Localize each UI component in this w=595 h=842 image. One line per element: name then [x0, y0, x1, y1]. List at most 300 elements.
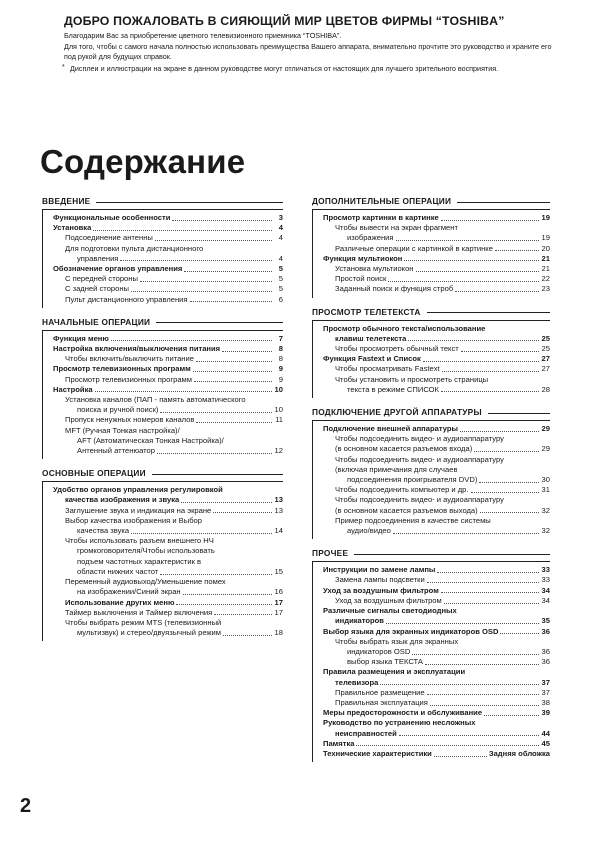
toc-entry-text: подсоединения проигрывателя DVD): [347, 475, 478, 485]
toc-entry: [323, 616, 550, 626]
toc-entry: [323, 586, 550, 596]
toc-entry-text: неисправностей: [335, 728, 397, 738]
toc-entry: [323, 444, 550, 454]
welcome-block: [64, 14, 564, 74]
toc-entry-text: поиска и ручной поиск): [77, 405, 159, 415]
toc-entry-text: Руководство по устранению несложных: [323, 718, 476, 728]
toc-entry-text: Выбор языка для экранных индикаторов OSD: [323, 626, 499, 636]
toc-entry-text: Пульт дистанционного управления: [65, 294, 188, 304]
toc-entry-text: Подсоединение антенны: [65, 233, 153, 243]
dot-leader: [380, 684, 539, 685]
toc-right-column: [312, 196, 550, 771]
dot-leader: [196, 361, 272, 362]
toc-entry: [323, 729, 550, 739]
toc-entry: [323, 354, 550, 364]
toc-entry: [323, 526, 550, 536]
toc-entry-text: Просмотр обычного текста/использование: [323, 323, 486, 333]
toc-entry-text: Пример подсоединения в качестве системы: [335, 515, 491, 525]
toc-entry-text: Функция Fastext и Список: [323, 354, 421, 364]
toc-entry-page: 32: [541, 505, 550, 515]
contents-title: Содержание: [40, 143, 246, 180]
toc-entry: [323, 364, 550, 374]
toc-entry: [53, 364, 283, 374]
toc-entry-text: Чтобы подсоединить видео- и аудиоаппаратуру: [335, 454, 504, 464]
dot-leader: [388, 281, 539, 282]
toc-entry: [53, 254, 283, 264]
dot-leader: [425, 664, 539, 665]
toc-entry: [53, 213, 283, 223]
toc-entry: [323, 749, 550, 759]
toc-entry-text: Настройка включения/выключения питания: [53, 344, 221, 354]
section-title: ПОДКЛЮЧЕНИЕ ДРУГОЙ АППАРАТУРЫ: [312, 407, 482, 418]
section-title: ПРОСМОТР ТЕЛЕТЕКСТА: [312, 306, 421, 317]
section-rule: [488, 413, 550, 414]
toc-entry: [53, 446, 283, 456]
toc-entry-page: 28: [541, 384, 550, 394]
toc-entry: [323, 495, 550, 505]
dot-leader: [474, 451, 539, 452]
dot-leader: [223, 635, 272, 636]
toc-entry-page: 32: [541, 526, 550, 536]
toc-entry-page: 19: [541, 213, 550, 222]
section-entries: [42, 481, 283, 641]
toc-entry-text: С передней стороны: [65, 274, 138, 284]
dot-leader: [214, 614, 272, 615]
toc-entry-text: индикаторов OSD: [347, 646, 411, 656]
toc-entry-text: Чтобы включить/выключить питание: [65, 354, 194, 364]
toc-entry-text: телевизора: [335, 677, 379, 687]
toc-entry-text: Чтобы подсоединить компьютер и др.: [335, 485, 469, 495]
toc-entry: [323, 324, 550, 334]
toc-entry-page: 23: [541, 284, 550, 294]
toc-entry: [323, 506, 550, 516]
dot-leader: [412, 654, 539, 655]
dot-leader: [386, 623, 539, 624]
welcome-paragraph-1: Благодарим Вас за приобретение цветного телевизионного приемника “TOSHIBA”.: [64, 31, 342, 40]
toc-entry-text: Функция меню: [53, 333, 109, 343]
toc-entry: [323, 434, 550, 444]
toc-entry-text: Установка: [53, 223, 92, 233]
toc-entry: [53, 295, 283, 305]
dot-leader: [434, 756, 487, 757]
toc-entry-page: 19: [541, 233, 550, 243]
note-asterisk: *: [62, 63, 65, 71]
section-rule: [354, 554, 550, 555]
toc-entry-page: 38: [541, 697, 550, 707]
dot-leader: [396, 240, 539, 241]
toc-entry-text: Пропуск ненужных номеров каналов: [65, 415, 195, 425]
toc-entry-page: 13: [274, 495, 283, 505]
toc-entry: [323, 678, 550, 688]
dot-leader: [460, 431, 539, 432]
toc-entry: [323, 344, 550, 354]
section-heading: [312, 307, 550, 318]
toc-entry-text: области нижних частот: [77, 566, 159, 576]
dot-leader: [183, 594, 272, 595]
section-title: НАЧАЛЬНЫЕ ОПЕРАЦИИ: [42, 316, 151, 327]
toc-entry-page: 25: [541, 333, 550, 343]
dot-leader: [93, 230, 272, 231]
dot-leader: [140, 281, 272, 282]
dot-leader: [427, 694, 539, 695]
dot-leader: [484, 715, 539, 716]
toc-entry-page: 10: [274, 384, 283, 394]
toc-entry: [323, 575, 550, 585]
toc-entry-text: Чтобы подсоединить видео- и аудиоаппаратуру: [335, 495, 504, 505]
toc-entry-page: 27: [541, 364, 550, 374]
section-rule: [152, 474, 283, 475]
dot-leader: [495, 250, 539, 251]
toc-entry-page: 7: [278, 333, 283, 343]
dot-leader: [111, 340, 272, 341]
toc-entry: [53, 344, 283, 354]
toc-entry: [53, 557, 283, 567]
toc-entry: [53, 436, 283, 446]
toc-entry-page: 33: [541, 565, 550, 575]
section-title: ОСНОВНЫЕ ОПЕРАЦИИ: [42, 468, 146, 479]
toc-entry-text: громкоговорителя/Чтобы использовать: [77, 546, 215, 556]
toc-entry-page: 27: [541, 354, 550, 364]
toc-entry: [53, 223, 283, 233]
toc-entry: [323, 244, 550, 254]
toc-entry: [323, 213, 550, 223]
section-entries: [42, 209, 283, 308]
toc-entry-text: Антенный аттенюатор: [77, 446, 156, 456]
toc-entry-text: (в основном касается разъемов входа): [335, 444, 473, 454]
toc-entry-page: 36: [541, 657, 550, 667]
dot-leader: [157, 453, 272, 454]
dot-leader: [190, 301, 272, 302]
toc-entry: [53, 284, 283, 294]
toc-entry-text: Установка мультиокон: [335, 264, 414, 274]
toc-entry: [53, 264, 283, 274]
dot-leader: [442, 371, 539, 372]
toc-entry: [53, 426, 283, 436]
toc-entry-text: Памятка: [323, 738, 355, 748]
toc-entry-page: 13: [274, 505, 283, 515]
toc-entry-text: Чтобы вывести на экран фрагмент: [335, 223, 458, 233]
toc-entry-page: 29: [541, 444, 550, 454]
toc-entry-text: Правильная эксплуатация: [335, 697, 428, 707]
toc-entry: [53, 618, 283, 628]
toc-entry-text: Для подготовки пульта дистанционного: [65, 243, 204, 253]
dot-leader: [408, 340, 539, 341]
toc-entry-text: MFT (Ручная Тонкая настройка)/: [65, 425, 180, 435]
toc-entry-page: 29: [541, 424, 550, 434]
toc-entry-page: 25: [541, 344, 550, 354]
dot-leader: [500, 633, 539, 634]
toc-entry-page: 30: [541, 475, 550, 485]
toc-entry-page: 12: [274, 446, 283, 456]
toc-entry-page: 21: [541, 264, 550, 274]
toc-entry: [323, 739, 550, 749]
toc-entry-text: Чтобы просматривать Fastext: [335, 364, 440, 374]
toc-entry-page: 4: [278, 253, 283, 263]
toc-entry-text: на изображении/Синий экран: [77, 587, 181, 597]
toc-entry-page: 11: [275, 415, 283, 425]
toc-entry-text: Уход за воздушным фильтром: [335, 595, 442, 605]
toc-entry-page: 36: [541, 626, 550, 636]
toc-entry-page: 9: [278, 364, 283, 374]
toc-entry: [323, 637, 550, 647]
toc-entry-text: Технические характеристики: [323, 748, 432, 758]
toc-entry-page: 5: [278, 264, 283, 274]
dot-leader: [160, 574, 272, 575]
toc-entry: [53, 354, 283, 364]
toc-entry: [53, 587, 283, 597]
toc-entry: [53, 536, 283, 546]
toc-entry-text: Просмотр телевизионных программ: [53, 364, 191, 374]
toc-entry: [53, 274, 283, 284]
section-entries: [312, 561, 550, 762]
dot-leader: [193, 371, 272, 372]
toc-entry-text: Заданный поиск и функция строб: [335, 284, 454, 294]
toc-entry: [53, 395, 283, 405]
toc-entry-text: Удобство органов управления регулировкой: [53, 485, 223, 495]
toc-entry: [323, 606, 550, 616]
toc-entry-text: Подключение внешней аппаратуры: [323, 424, 458, 434]
toc-entry-page: 34: [541, 585, 550, 595]
dot-leader: [184, 271, 272, 272]
dot-leader: [181, 502, 272, 503]
section-entries: [312, 209, 550, 298]
toc-entry: [53, 495, 283, 505]
toc-entry: [53, 608, 283, 618]
toc-entry-text: Настройка: [53, 384, 93, 394]
section-entries: [42, 330, 283, 459]
toc-entry: [323, 254, 550, 264]
toc-entry-page: 5: [278, 284, 283, 294]
dot-leader: [399, 735, 539, 736]
section-rule: [427, 312, 550, 313]
welcome-paragraph-2: Для того, чтобы с самого начала полностью использовать преимущества Вашего аппарата, внимательно прочтите это руководство и храните его под рукой для будущих справок.: [64, 41, 552, 62]
toc-entry-text: С задней стороны: [65, 284, 130, 294]
dot-leader: [356, 745, 539, 746]
toc-entry-page: 21: [541, 253, 550, 263]
dot-leader: [393, 533, 539, 534]
toc-entry: [323, 596, 550, 606]
section-entries: [312, 320, 550, 398]
section-rule: [457, 202, 550, 203]
toc-entry-page: 22: [541, 274, 550, 284]
page-number: 2: [20, 795, 32, 817]
dot-leader: [172, 220, 272, 221]
toc-entry: [323, 223, 550, 233]
toc-entry: [323, 455, 550, 465]
toc-entry-page: 4: [278, 233, 283, 243]
toc-entry-text: AFT (Автоматическая Тонкая Настройка)/: [77, 435, 224, 445]
toc-entry: [323, 565, 550, 575]
toc-entry: [53, 546, 283, 556]
toc-entry-page: 15: [274, 566, 283, 576]
toc-entry-text: Чтобы установить и просмотреть страницы: [335, 374, 489, 384]
dot-leader: [176, 604, 272, 605]
toc-entry-page: 39: [541, 708, 550, 718]
toc-entry: [323, 698, 550, 708]
toc-entry: [323, 516, 550, 526]
toc-entry-text: Выбор качества изображения и Выбор: [65, 515, 202, 525]
toc-entry-text: (в основном касается разъемов выхода): [335, 505, 478, 515]
toc-entry-text: аудио/видео: [347, 526, 391, 536]
toc-entry: [53, 526, 283, 536]
section-heading: [312, 548, 550, 559]
toc-entry: [323, 708, 550, 718]
section-heading: [312, 196, 550, 207]
toc-entry: [53, 244, 283, 254]
toc-entry-text: Чтобы просмотреть обычный текст: [335, 344, 459, 354]
dot-leader: [194, 381, 272, 382]
toc-entry-text: Различные сигналы светодиодных: [323, 606, 457, 616]
section-heading: [42, 317, 283, 328]
toc-entry: [53, 415, 283, 425]
toc-entry-text: Заглушение звука и индикация на экране: [65, 505, 212, 515]
toc-entry-text: Переменный аудиовыход/Уменьшение помех: [65, 577, 226, 587]
toc-entry: [53, 506, 283, 516]
toc-entry-text: Использование других меню: [65, 597, 175, 607]
dot-leader: [441, 391, 539, 392]
toc-entry: [323, 475, 550, 485]
toc-entry-page: 34: [541, 595, 550, 605]
toc-entry-text: Обозначение органов управления: [53, 264, 183, 274]
toc-entry-text: качества изображения и звука: [65, 495, 180, 505]
section-heading: [42, 468, 283, 479]
toc-entry-page: 44: [541, 728, 550, 738]
toc-entry-page: 6: [278, 294, 283, 304]
toc-entry-page: 45: [541, 738, 550, 748]
toc-entry-page: 14: [274, 526, 283, 536]
toc-entry: [53, 233, 283, 243]
toc-entry-text: клавиш телетекста: [335, 333, 407, 343]
toc-entry-page: 16: [274, 587, 283, 597]
toc-entry-text: Чтобы выбрать язык для экранных: [335, 636, 459, 646]
toc-entry-text: Замена лампы подсветки: [335, 575, 425, 585]
toc-entry: [323, 424, 550, 434]
toc-entry-page: 37: [541, 687, 550, 697]
toc-entry-page: 8: [278, 354, 283, 364]
toc-entry-text: Функциональные особенности: [53, 213, 171, 222]
toc-entry-text: Чтобы подсоединить видео- и аудиоаппаратуру: [335, 434, 504, 444]
toc-entry-text: Таймер выключения и Таймер включения: [65, 607, 213, 617]
section-title: ДОПОЛНИТЕЛЬНЫЕ ОПЕРАЦИИ: [312, 196, 452, 206]
note-text: Дисплеи и иллюстрации на экране в данном руководстве могут отличаться от настоящих для лучшего зрительного восприятия.: [70, 63, 499, 73]
toc-entry: [53, 385, 283, 395]
toc-entry-page: 17: [274, 597, 283, 607]
dot-leader: [423, 361, 539, 362]
toc-left-column: [42, 196, 283, 650]
toc-entry-page: 3: [278, 213, 283, 222]
toc-entry: [53, 567, 283, 577]
toc-entry-text: Чтобы использовать разъем внешнего НЧ: [65, 536, 214, 546]
toc-entry: [53, 628, 283, 638]
toc-entry-page: 20: [541, 243, 550, 253]
toc-entry: [323, 667, 550, 677]
toc-entry-page: 4: [278, 223, 283, 233]
toc-entry-page: 37: [541, 677, 550, 687]
dot-leader: [480, 512, 539, 513]
dot-leader: [155, 240, 272, 241]
toc-entry: [323, 627, 550, 637]
toc-entry-text: Уход за воздушным фильтром: [323, 585, 439, 595]
toc-entry-page: 31: [541, 485, 550, 495]
toc-entry-page: 33: [541, 575, 550, 585]
toc-entry: [323, 718, 550, 728]
section-heading: [42, 196, 283, 207]
section-rule: [96, 202, 283, 203]
toc-entry: [323, 274, 550, 284]
dot-leader: [131, 291, 272, 292]
toc-entry: [323, 334, 550, 344]
dot-leader: [213, 512, 272, 513]
dot-leader: [120, 260, 272, 261]
toc-entry-text: текста в режиме СПИСОК: [347, 384, 439, 394]
toc-entry-page: 8: [278, 344, 283, 354]
toc-entry-page: Задняя обложка: [488, 748, 550, 758]
dot-leader: [455, 291, 539, 292]
dot-leader: [471, 492, 539, 493]
toc-entry-text: Просмотр картинки в картинке: [323, 213, 439, 222]
toc-entry-text: Функция мультиокон: [323, 253, 403, 263]
toc-entry-text: Просмотр телевизионных программ: [65, 374, 192, 384]
toc-entry-page: 35: [541, 616, 550, 626]
dot-leader: [160, 412, 272, 413]
toc-entry-text: Инструкции по замене лампы: [323, 565, 436, 575]
toc-entry-text: Простой поиск: [335, 274, 387, 284]
toc-entry: [323, 375, 550, 385]
welcome-heading: ДОБРО ПОЖАЛОВАТЬ В СИЯЮЩИЙ МИР ЦВЕТОВ ФИРМЫ “TOSHIBA”: [64, 14, 505, 28]
dot-leader: [404, 260, 539, 261]
toc-entry: [323, 465, 550, 475]
toc-entry-text: Меры предосторожности и обслуживание: [323, 708, 483, 718]
toc-entry-text: (включая примечания для случаев: [335, 464, 458, 474]
toc-entry-page: 18: [274, 628, 283, 638]
dot-leader: [441, 220, 539, 221]
toc-entry-page: 9: [278, 374, 283, 384]
toc-entry: [53, 334, 283, 344]
toc-entry: [323, 385, 550, 395]
dot-leader: [430, 705, 539, 706]
dot-leader: [416, 271, 540, 272]
toc-entry: [323, 657, 550, 667]
toc-entry-text: выбор языка ТЕКСТА: [347, 657, 423, 667]
toc-entry: [53, 516, 283, 526]
section-heading: [312, 407, 550, 418]
welcome-note: [64, 64, 564, 75]
dot-leader: [196, 422, 272, 423]
toc-entry-page: 36: [541, 646, 550, 656]
toc-entry-text: Чтобы выбрать режим MTS (телевизионный: [65, 617, 222, 627]
dot-leader: [427, 582, 539, 583]
toc-entry: [323, 647, 550, 657]
dot-leader: [131, 533, 272, 534]
toc-entry: [323, 264, 550, 274]
toc-entry: [53, 485, 283, 495]
toc-entry: [53, 598, 283, 608]
toc-entry-text: Различные операции с картинкой в картинке: [335, 243, 493, 253]
dot-leader: [437, 572, 539, 573]
dot-leader: [95, 391, 272, 392]
toc-entry-page: 10: [274, 405, 283, 415]
toc-entry: [323, 233, 550, 243]
toc-entry-text: изображения: [347, 233, 394, 243]
toc-entry: [323, 485, 550, 495]
toc-entry-text: подъем частотных характеристик в: [77, 556, 202, 566]
toc-entry-page: 17: [274, 607, 283, 617]
toc-entry-text: управления: [77, 253, 119, 263]
toc-entry-text: индикаторов: [335, 616, 384, 626]
section-rule: [156, 322, 283, 323]
toc-entry: [323, 284, 550, 294]
section-title: ВВЕДЕНИЕ: [42, 196, 91, 206]
